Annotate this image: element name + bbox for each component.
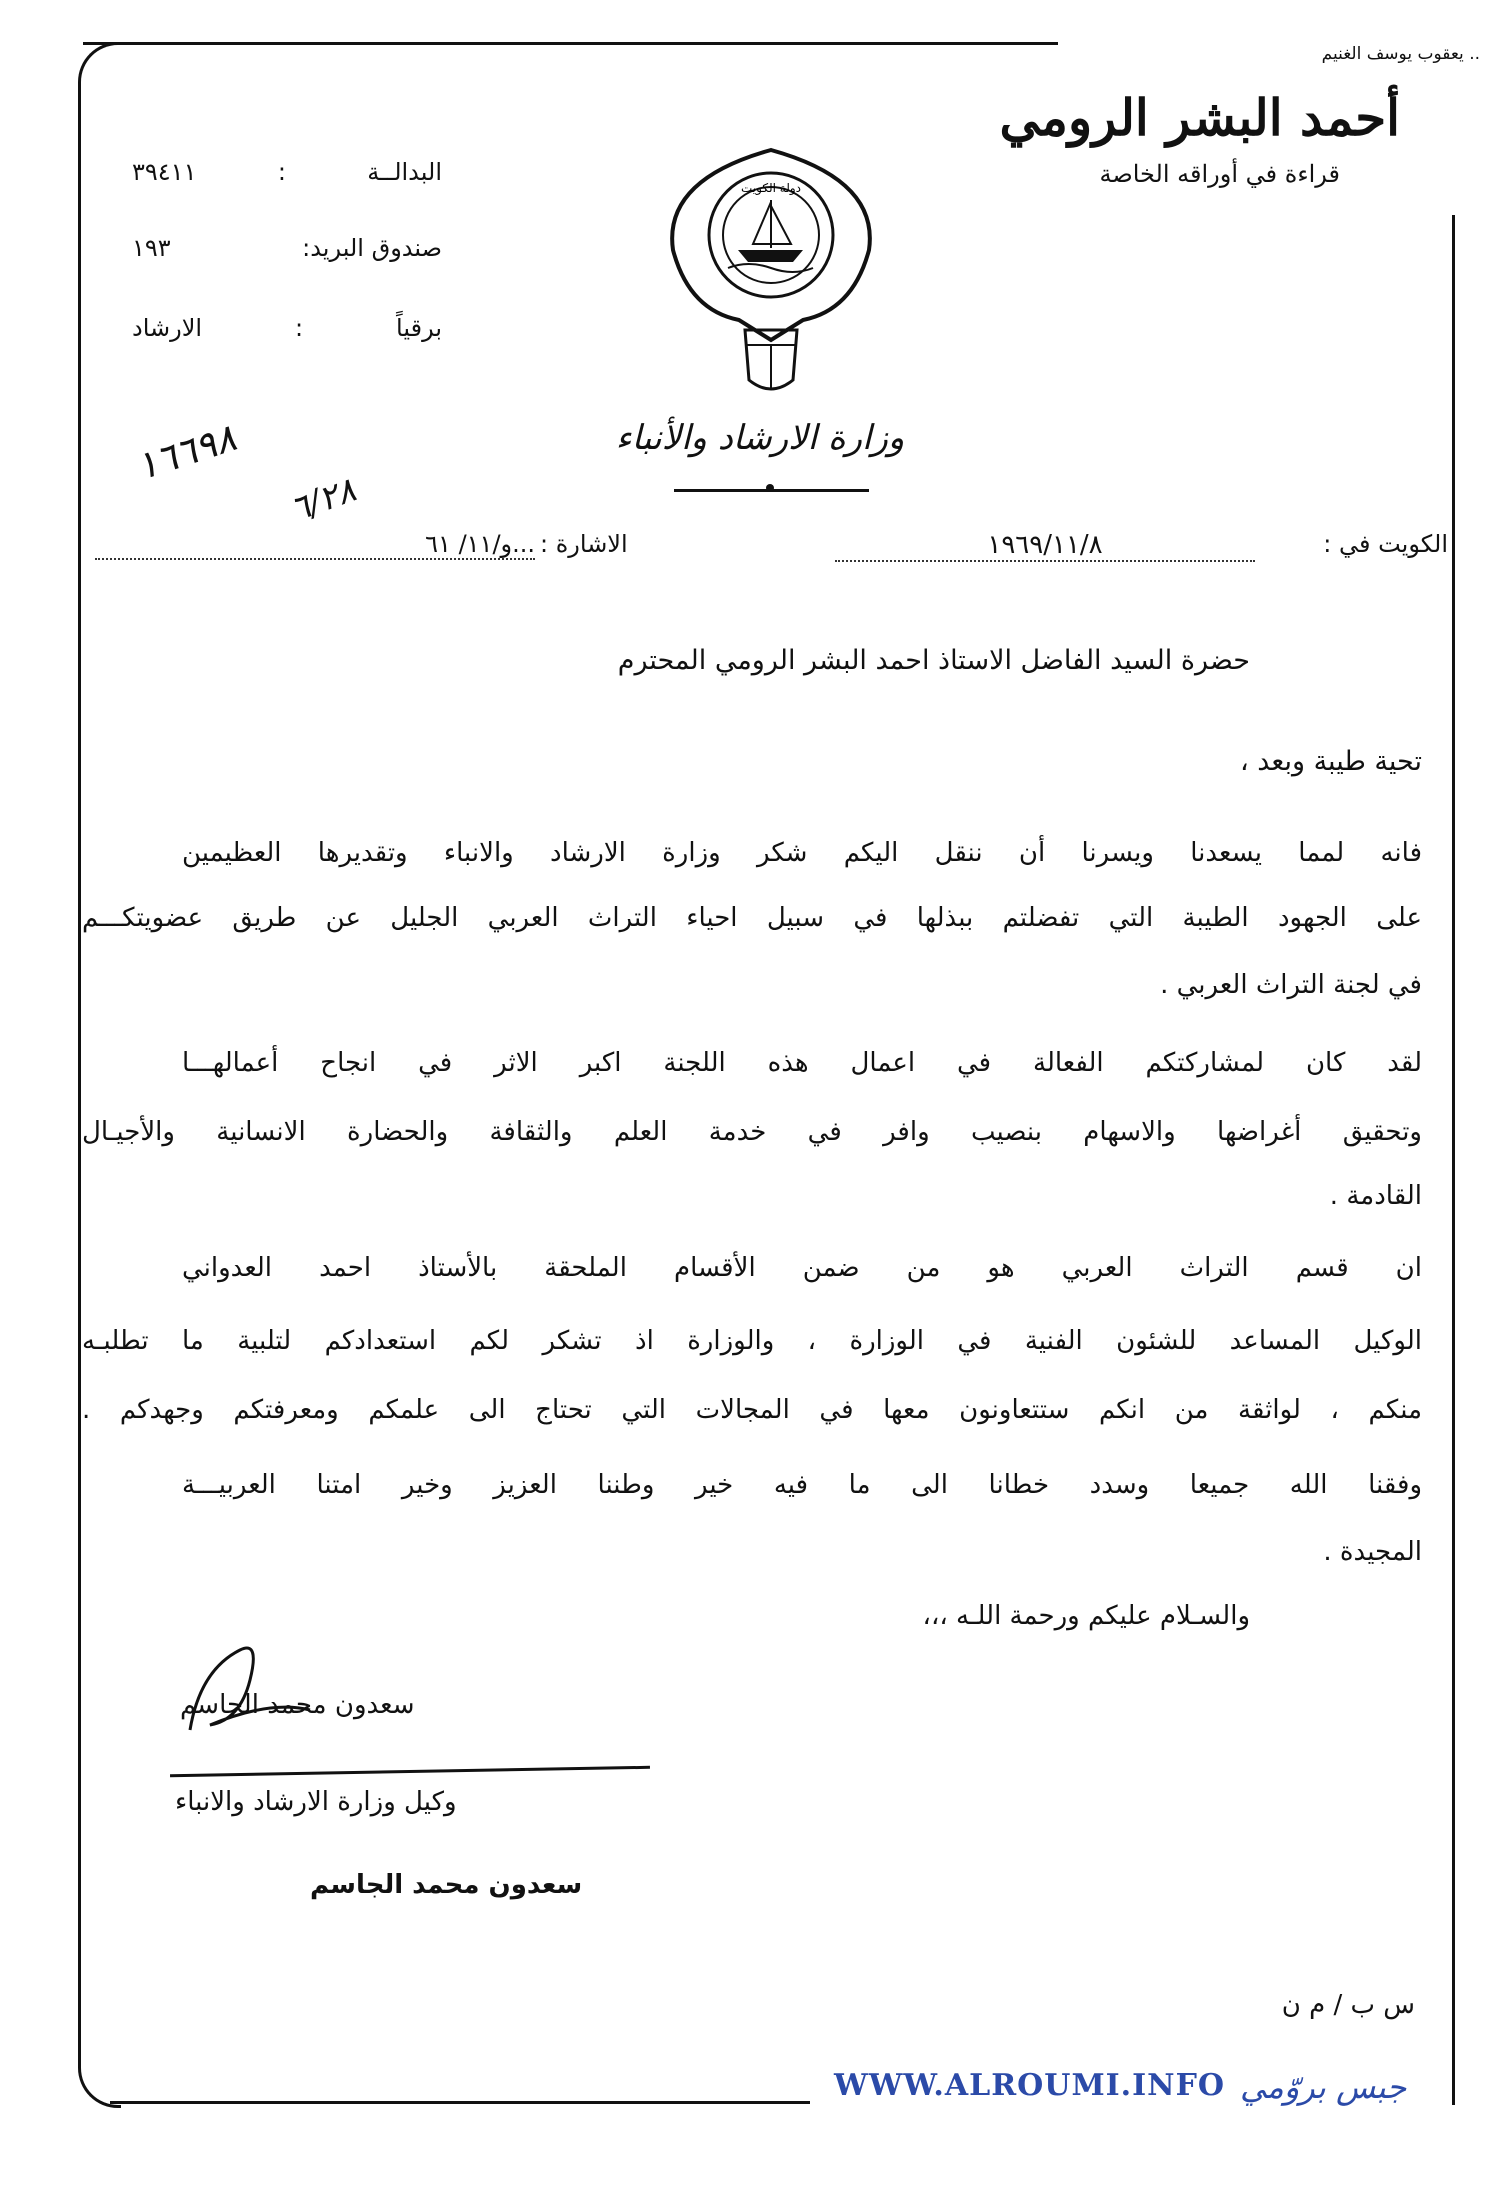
page-border-left — [78, 42, 121, 2108]
salutation: حضرة السيد الفاضل الاستاذ احمد البشر الرومي المحترم — [617, 645, 1250, 676]
page-border-right — [1452, 215, 1455, 2105]
contact-pobox — [132, 234, 442, 262]
ornament-dot — [766, 484, 774, 492]
website-link[interactable]: WWW.ALROUMI.INFO — [834, 2068, 1226, 2103]
body-line: في لجنة التراث العربي . — [1160, 970, 1422, 1000]
body-line: وتحقيق أغراضها والاسهام بنصيب وافر في خدمة العلم والثقافة والحضارة الانسانية والأجيـال — [82, 1117, 1422, 1147]
signatory-name: سعدون محمد الجاسم — [180, 1690, 415, 1720]
body-line: ان قسم التراث العربي هو من ضمن الأقسام الملحقة بالأستاذ احمد العدواني — [182, 1253, 1422, 1283]
emblem-text: دولة الكويت — [741, 181, 801, 195]
handwritten-signature — [170, 1630, 330, 1750]
collection-label: جبس بروّمي — [1240, 2068, 1407, 2106]
contact-colon: : — [295, 314, 304, 342]
contact-value: ١٩٣ — [132, 234, 171, 262]
kuwait-emblem-icon — [653, 140, 889, 400]
greeting: تحية طيبة وبعد ، — [1239, 746, 1422, 777]
signatory-title: وكيل وزارة الارشاد والانباء — [175, 1787, 457, 1817]
author-credit: .. يعقوب يوسف الغنيم — [1321, 44, 1480, 64]
book-subtitle: قراءة في أوراقه الخاصة — [1099, 160, 1340, 188]
typist-initials: س ب / م ن — [1281, 1990, 1415, 2020]
contact-colon: : — [277, 158, 286, 186]
letter-date: ١٩٦٩/١١/٨ — [835, 530, 1255, 562]
handwritten-date-note: ٦/٢٨ — [285, 469, 362, 531]
contact-value: الارشاد — [132, 314, 203, 342]
body-line: لقد كان لمشاركتكم الفعالة في اعمال هذه اللجنة اكبر الاثر في انجاح أعمالهـــا — [182, 1048, 1422, 1078]
reference-label: الاشارة : — [540, 530, 628, 558]
signature-stamp: سعدون محمد الجاسم — [310, 1870, 583, 1900]
reference-number: ...و/١١/ ٦١ — [95, 530, 535, 560]
ministry-name: وزارة الارشاد والأنباء — [615, 418, 905, 458]
handwritten-number: ١٦٦٩٨ — [130, 415, 242, 489]
closing-line: والسـلام عليكم ورحمة اللـه ،،، — [922, 1601, 1250, 1631]
contact-phone — [132, 158, 442, 186]
body-line: منكم ، لواثقة من انكم ستتعاونون معها في المجالات التي تحتاج الى علمكم ومعرفتكم وجهدكم . — [82, 1395, 1422, 1425]
body-line: وفقنا الله جميعا وسدد خطانا الى ما فيه خير وطننا العزيز وخير امتنا العربيـــة — [182, 1470, 1422, 1500]
body-line: فانه لمما يسعدنا ويسرنا أن ننقل اليكم شكر وزارة الارشاد والانباء وتقديرها العظيمين — [182, 838, 1422, 868]
body-line: على الجهود الطيبة التي تفضلتم ببذلها في سبيل احياء التراث العربي الجليل عن طريق عضويتكـــم — [82, 903, 1422, 933]
contact-label: صندوق البريد: — [302, 234, 442, 262]
body-line: المجيدة . — [1323, 1537, 1422, 1567]
contact-telegraph — [132, 314, 442, 342]
contact-label: برقياً — [396, 314, 442, 342]
contact-value: ٣٩٤١١ — [132, 158, 197, 186]
body-line: القادمة . — [1329, 1181, 1422, 1211]
signature-underline — [170, 1766, 650, 1777]
contact-label: البدالــة — [367, 158, 442, 186]
place-label: الكويت في : — [1323, 530, 1448, 558]
book-title-logo: أحمد البشر الرومي — [999, 88, 1400, 147]
body-line: الوكيل المساعد للشئون الفنية في الوزارة ، والوزارة اذ تشكر لكم استعدادكم لتلبية ما تطلبـه — [82, 1326, 1422, 1356]
page-border-bottom — [110, 2101, 810, 2104]
page-border-top — [83, 42, 1058, 45]
